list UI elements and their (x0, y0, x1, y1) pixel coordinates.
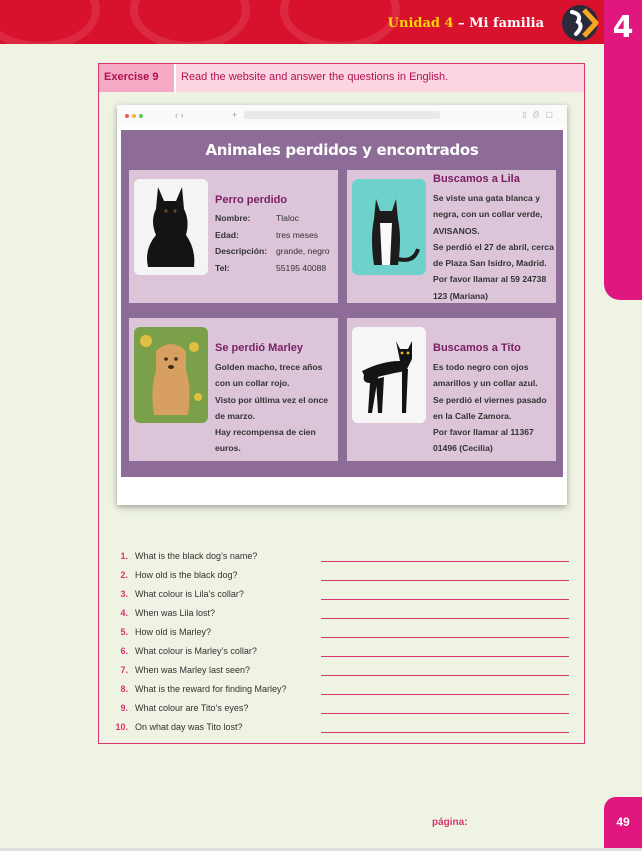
question-text: On what day was Tito lost? (135, 722, 243, 732)
question-number: 3. (120, 589, 128, 599)
question-text: What colour is Lila’s collar? (135, 589, 244, 599)
detail-key: Edad: (215, 229, 239, 240)
question-row (113, 627, 573, 646)
answer-line[interactable] (321, 618, 569, 619)
answer-line[interactable] (321, 656, 569, 657)
question-row (113, 684, 573, 703)
detail-value: grande, negro (276, 246, 330, 257)
answer-line[interactable] (321, 580, 569, 581)
description-line: AVISANOS. (433, 225, 480, 236)
description-line: 123 (Mariana) (433, 290, 488, 301)
question-number: 2. (120, 570, 128, 580)
detail-row (215, 227, 330, 244)
website-content (121, 130, 563, 477)
question-row (113, 570, 573, 589)
black-cat-photo (352, 327, 426, 423)
description-line: 01496 (Cecilia) (433, 443, 493, 454)
detail-key: Descripción: (215, 246, 268, 257)
detail-value: tres meses (276, 229, 319, 240)
minimize-dot-icon (132, 114, 136, 118)
description-line: de Plaza San Isidro, Madrid. (433, 258, 547, 269)
browser-toolbar (117, 105, 567, 127)
card-title: Se perdió Marley (215, 342, 304, 354)
pet-card-tito (347, 318, 556, 461)
card-description (215, 359, 328, 457)
description-line: con un collar rojo. (215, 378, 290, 389)
pet-details (215, 210, 330, 276)
description-line: Golden macho, trece años (215, 362, 323, 372)
question-text: What is the black dog’s name? (135, 551, 258, 561)
golden-retriever-photo (134, 327, 208, 423)
card-description (433, 359, 547, 457)
detail-row (215, 260, 330, 277)
question-row (113, 646, 573, 665)
maximize-dot-icon (139, 114, 143, 118)
question-text: What is the reward for finding Marley? (135, 684, 287, 694)
page-label: página: (432, 817, 468, 828)
question-row (113, 703, 573, 722)
unit-label: Unidad 4 (387, 16, 454, 31)
black-white-cat-photo (352, 179, 426, 275)
question-number: 9. (120, 703, 128, 713)
detail-value: Tlaloc (276, 213, 299, 223)
black-dog-icon (134, 179, 208, 275)
description-line: Se perdió el 27 de abril, cerca (433, 241, 554, 252)
answer-line[interactable] (321, 675, 569, 676)
unit-side-tab (604, 0, 642, 300)
exercise-instruction: Read the website and answer the questions in English. (181, 71, 449, 83)
question-row (113, 665, 573, 684)
description-line: de marzo. (215, 410, 256, 421)
answer-line[interactable] (321, 599, 569, 600)
detail-key: Tel: (215, 262, 230, 273)
answer-line[interactable] (321, 732, 569, 733)
question-number: 10. (115, 722, 128, 732)
unit-number: 4 (612, 10, 634, 45)
question-number: 6. (120, 646, 128, 656)
decorative-swirl (0, 0, 100, 44)
answer-line[interactable] (321, 694, 569, 695)
pet-card-perro (129, 170, 338, 303)
unit-header-band (0, 0, 642, 44)
decorative-swirl (130, 0, 250, 44)
website-title: Animales perdidos y encontrados (205, 141, 479, 159)
description-line: Es todo negro con ojos (433, 362, 529, 372)
question-text: When was Lila lost? (135, 608, 216, 618)
black-dog-photo (134, 179, 208, 275)
question-row (113, 608, 573, 627)
detail-row (215, 210, 330, 227)
black-cat-icon (352, 327, 426, 423)
golden-dog-icon (134, 327, 208, 423)
exercise-label: Exercise 9 (99, 64, 176, 92)
description-line: Por favor llamar al 11367 (433, 427, 534, 438)
new-tab-icon: + (232, 110, 238, 120)
pet-card-lila (347, 170, 556, 303)
description-line: en la Calle Zamora. (433, 410, 512, 421)
card-description (433, 190, 554, 304)
answer-line[interactable] (321, 561, 569, 562)
back-forward-icon: ‹ › (175, 110, 184, 120)
detail-value: 55195 40088 (276, 262, 327, 273)
question-number: 1. (120, 551, 128, 561)
card-title: Buscamos a Lila (433, 173, 520, 185)
pet-card-marley (129, 318, 338, 461)
answer-line[interactable] (321, 637, 569, 638)
question-text: How old is Marley? (135, 627, 212, 637)
answer-line[interactable] (321, 713, 569, 714)
unit-title (388, 16, 544, 31)
description-line: Hay recompensa de cien (215, 427, 316, 438)
card-title: Buscamos a Tito (433, 342, 521, 354)
exercise-header (99, 64, 584, 92)
question-number: 5. (120, 627, 128, 637)
series-logo-icon (558, 2, 604, 44)
page-number: 49 (616, 815, 630, 829)
question-number: 7. (120, 665, 128, 675)
browser-window (117, 105, 567, 505)
question-row (113, 551, 573, 570)
unit-title-text: Mi familia (469, 16, 544, 31)
question-text: What colour are Tito’s eyes? (135, 703, 249, 713)
close-dot-icon (125, 114, 129, 118)
question-number: 4. (120, 608, 128, 618)
description-line: Se viste una gata blanca y (433, 193, 540, 203)
black-white-cat-icon (352, 179, 426, 275)
question-row (113, 722, 573, 741)
description-line: euros. (215, 443, 241, 454)
address-bar (244, 111, 440, 119)
card-title: Perro perdido (215, 194, 288, 206)
description-line: Visto por última vez el once (215, 394, 329, 405)
description-line: negra, con un collar verde, (433, 209, 543, 220)
unit-title-separator: – (453, 16, 470, 31)
question-text: How old is the black dog? (135, 570, 238, 580)
description-line: amarillos y un collar azul. (433, 378, 538, 389)
question-text: When was Marley last seen? (135, 665, 251, 675)
question-row (113, 589, 573, 608)
detail-key: Nombre: (215, 213, 251, 223)
question-text: What colour is Marley’s collar? (135, 646, 257, 656)
detail-row (215, 243, 330, 260)
window-controls-icon: ▯ ⎙ ▢ (522, 110, 555, 119)
description-line: Por favor llamar al 59 24738 (433, 274, 547, 285)
decorative-swirl (280, 0, 400, 44)
description-line: Se perdió el viernes pasado (433, 394, 547, 405)
question-number: 8. (120, 684, 128, 694)
